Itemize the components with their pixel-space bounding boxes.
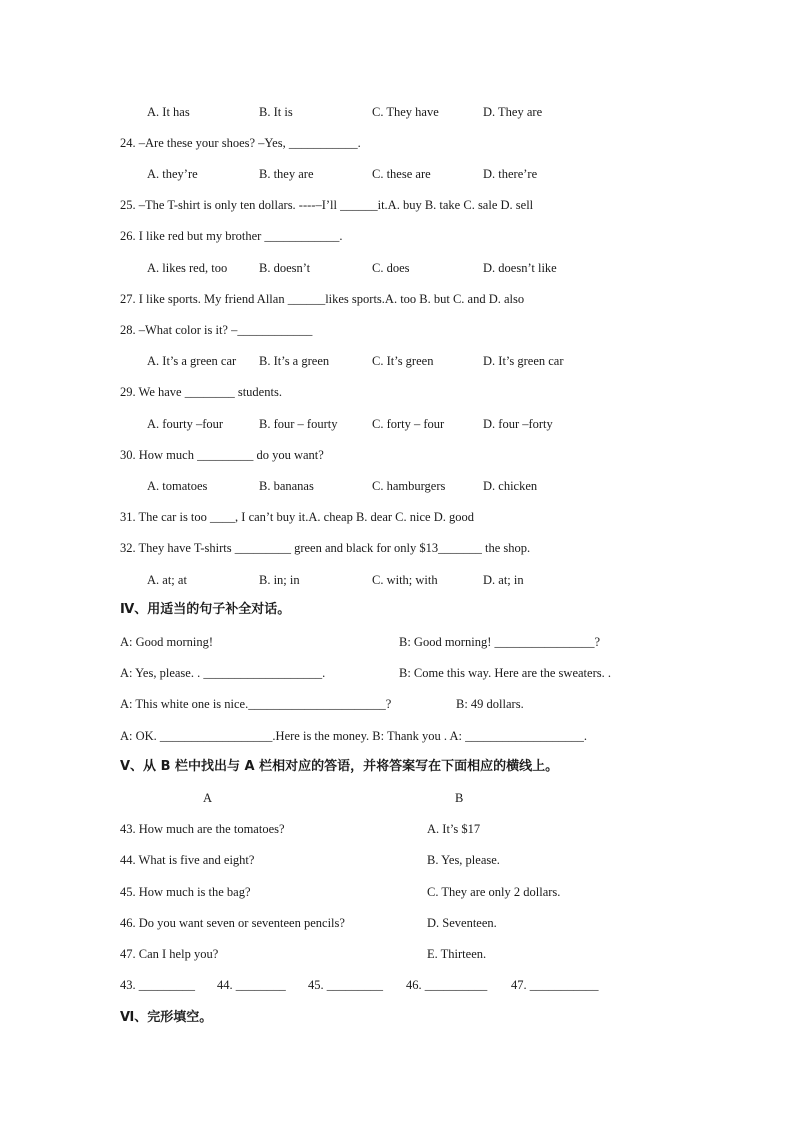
dialogue-line-4: A: OK. __________________.Here is the money. B: Thank you . A: ___________________. [120,729,587,743]
q32-option-b: B. in; in [259,573,300,587]
q24-option-d: D. there’re [483,167,538,181]
dialogue-line-1b: B: Good morning! ________________? [399,635,601,649]
q23-option-d: D. They are [483,105,543,119]
answer-blank-43: 43. _________ [120,978,195,992]
match-answer-b: B. Yes, please. [427,853,500,867]
q26-option-c: C. does [372,261,410,275]
section-6-title: Ⅵ、完形填空。 [120,1010,213,1025]
q26-option-d: D. doesn’t like [483,261,557,275]
question-26: 26. I like red but my brother ____________. [120,229,343,243]
dialogue-line-2b: B: Come this way. Here are the sweaters. . [399,666,611,680]
q23-option-c: C. They have [372,105,439,119]
column-a-header: A [203,791,213,805]
question-27: 27. I like sports. My friend Allan ______likes sports.A. too B. but C. and D. also [120,292,525,306]
dialogue-line-2a: A: Yes, please. . ___________________. [120,666,326,680]
match-question-45: 45. How much is the bag? [120,885,251,899]
q32-option-c: C. with; with [372,573,438,587]
q28-option-c: C. It’s green [372,354,434,368]
question-24: 24. –Are these your shoes? –Yes, ___________. [120,136,361,150]
match-answer-d: D. Seventeen. [427,916,497,930]
question-25: 25. –The T-shirt is only ten dollars. ----–I’ll ______it.A. buy B. take C. sale D. sell [120,198,534,212]
dialogue-line-3b: B: 49 dollars. [456,697,524,711]
section-4-title: Ⅳ、用适当的句子补全对话。 [120,602,291,617]
q29-option-d: D. four –forty [483,417,553,431]
q24-option-c: C. these are [372,167,431,181]
answer-blank-46: 46. __________ [406,978,488,992]
dialogue-line-3a: A: This white one is nice.______________________? [120,697,392,711]
q28-option-d: D. It’s green car [483,354,564,368]
section-5-title: Ⅴ、从 B 栏中找出与 A 栏相对应的答语，并将答案写在下面相应的横线上。 [120,759,559,774]
q24-option-b: B. they are [259,167,314,181]
q26-option-b: B. doesn’t [259,261,311,275]
question-28: 28. –What color is it? –____________ [120,323,313,337]
match-answer-c: C. They are only 2 dollars. [427,885,561,899]
q30-option-d: D. chicken [483,479,538,493]
q24-option-a: A. they’re [147,167,198,181]
match-answer-e: E. Thirteen. [427,947,487,961]
match-question-47: 47. Can I help you? [120,947,219,961]
q23-option-b: B. It is [259,105,293,119]
q26-option-a: A. likes red, too [147,261,228,275]
match-question-43: 43. How much are the tomatoes? [120,822,285,836]
q32-option-d: D. at; in [483,573,524,587]
q30-option-b: B. bananas [259,479,314,493]
q29-option-c: C. forty – four [372,417,445,431]
q32-option-a: A. at; at [147,573,187,587]
answer-blank-44: 44. ________ [217,978,286,992]
answer-blank-47: 47. ___________ [511,978,599,992]
q29-option-a: A. fourty –four [147,417,224,431]
q28-option-b: B. It’s a green [259,354,330,368]
q28-option-a: A. It’s a green car [147,354,237,368]
match-answer-a: A. It’s $17 [427,822,481,836]
answer-blank-45: 45. _________ [308,978,383,992]
dialogue-line-1a: A: Good morning! [120,635,214,649]
q30-option-c: C. hamburgers [372,479,446,493]
q30-option-a: A. tomatoes [147,479,208,493]
q23-option-a: A. It has [147,105,190,119]
q29-option-b: B. four – fourty [259,417,338,431]
question-30: 30. How much _________ do you want? [120,448,324,462]
question-29: 29. We have ________ students. [120,385,282,399]
question-32: 32. They have T-shirts _________ green and black for only $13_______ the shop. [120,541,531,555]
match-question-44: 44. What is five and eight? [120,853,255,867]
column-b-header: B [455,791,464,805]
question-31: 31. The car is too ____, I can’t buy it.A. cheap B. dear C. nice D. good [120,510,474,524]
match-question-46: 46. Do you want seven or seventeen pencils? [120,916,345,930]
